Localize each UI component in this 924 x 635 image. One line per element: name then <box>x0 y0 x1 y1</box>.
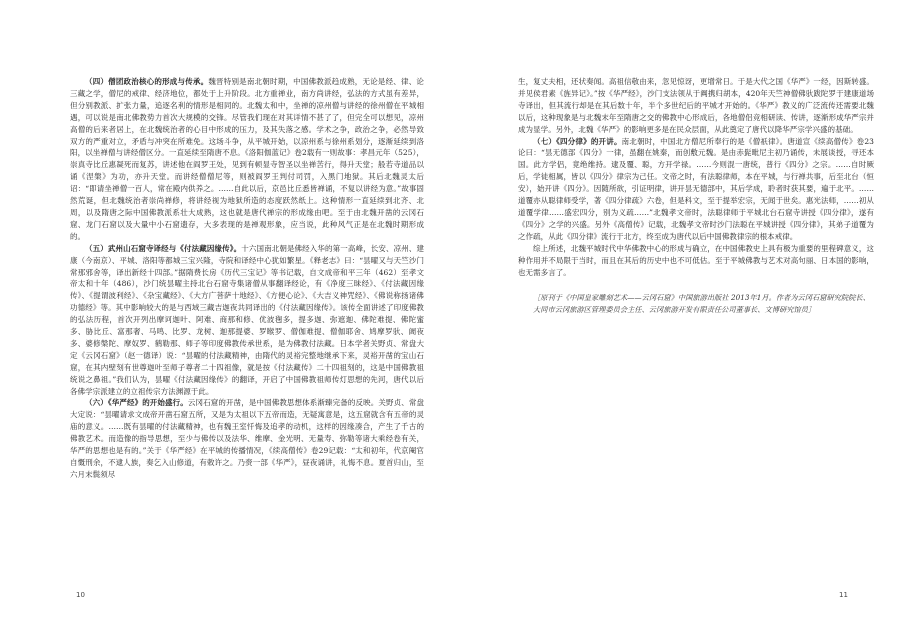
paragraph-body: 综上所述，北魏平城时代中华佛教中心的形成与确立，在中国佛教史上具有极为重要的里程碑意义，这种作用并不局限于当时，而且在其后的历史中也不可低估。至于平城佛教与艺术对高句丽、日本国的影响，也无需多言了。 <box>518 243 874 277</box>
paragraph-four-part-vinaya <box>518 136 874 243</box>
paragraph-body: 十六国南北朝是佛经入华的第一高峰，长安、凉州、建康（今南京）、平城、洛阳等都城三宝兴隆，寺院和译经中心犹如繁星。《释老志》曰：“昙曜又与天竺沙门常那邪舍等，译出新经十四部。”据隋费长房《历代三宝记》等书记载，自文成帝和平三年（462）至孝文帝太和十年（486），沙门统昙曜主持北台石窟寺集诸僧从事翻译经论，有《净度三昧经》、《付法藏因缘传》、《提谓波利经》、《杂宝藏经》、《大方广菩萨十地经》、《方便心论》、《大吉义神咒经》、《佛说称扬诸佛功德经》等。其中影响较大的是与西域三藏吉迦夜共同译出的《付法藏因缘传》。该传全面讲述了印度佛教的弘法历程，首次开列出摩诃迦叶、阿难、商那和修、优波毱多，提多迦、弥遮迦、佛陀难提、佛陀蜜多、胁比丘、富那奢、马鸣、比罗、龙树、迦那提婆、罗睺罗、僧伽难提、僧伽耶舍、鸠摩罗驮、阇夜多、婆修槃陀、摩奴罗、鹤勒那、师子等印度佛教传承世系，是为佛教付法藏。日本学者关野贞、常盘大定《云冈石窟》（赵一德译）说：“昙曜的付法藏精神，由隋代的灵裕完整地继承下来，灵裕开凿的宝山石窟，在其内壁刻有世尊迦叶至师子尊者二十四祖像，就是按《付法藏传》二十四祖刻的，这是中国佛教祖统说之鼻祖。”我们认为，昙曜《付法藏因缘传》的翻译，开启了中国佛教祖师传灯思想的先河，唐代以后各佛学宗派建立的立祖传宗方法渊源于此。 <box>70 243 424 396</box>
paragraph-continuation <box>518 76 874 136</box>
left-text-column <box>70 76 424 481</box>
section-heading: （四）僧团政治核心的形成与传承。 <box>85 77 209 86</box>
source-note: ［原刊于《中国皇家雕刻艺术——云冈石窟》中国旅游出版社 2013年1月。作者为云冈石窟研究院院长、大同市云冈旅游区管理委员会主任、云冈旅游开发有限责任公司董事长、文博研究馆员］ <box>533 293 870 314</box>
paragraph-monastic-politics <box>70 76 424 243</box>
paragraph-body: 生，复丈夫相，还状奏闻。高祖信敬由来，忽见惊讶，更增常日。于是大代之国《华严》一经，因斯转盛。并见侯君素《旌异记》。”按《华严经》，沙门支法领从于阗携归胡本，420年天竺神僧佛驮跋陀罗于建康道场寺译出，但其流行却是在其后数十年，半个多世纪后的平城才开始的。《华严》教义的广泛流传还需要北魏以后，这种现象是与北魏末年至隋唐之交的佛教中心形成后，各地僧侣竞相研读、传讲，逐渐形成华严宗并成为显学。另外，北魏《华严》的影响更多是在民众层面，从此奠定了唐代以降华严宗学兴盛的基础。 <box>518 77 874 134</box>
page-number-right: 11 <box>839 591 848 599</box>
paragraph-avatamsaka <box>70 397 424 480</box>
page-number-left: 10 <box>76 591 85 599</box>
section-heading: （六）《华严经》的开始盛行。 <box>85 398 188 408</box>
paragraph-body: 南北朝时，中国北方僧尼所奉行的是《僧祇律》。唐道宣《续高僧传》卷23论曰：“昙无德部《四分》一律，虽翻在姚秦，而创敷元魏。是由赤髭毗尼主初乃诵传，未展谈授，寻还本国。此方学侣，竟绝维持。逮及覆、聪，方开学禄。……今则混一唐统，普行《四分》之宗。……自时厥后，学徒相属，皆以《四分》律宗为己任。文帝之时，有法聪律师，本在平城，与行禅共事，后至北台（恒安），始开讲《四分》。因随所欲，引证明律，讲开昙无德部中，其后学成，聆者时获其要，遍于北平。……道覆亦从聪律师受学，著《四分律疏》六卷，但是科文，至于提举宏宗，无闻于世矣。惠光法师，……初从道覆学律……盛宏四分，别为义疏……”北魏孝文帝时，法聪律师于平城北台石窟寺讲授《四分律》，遂有《四分》之学的兴盛。另外《高僧传》记载，北魏孝文帝时沙门法聪在平城讲授《四分律》，其弟子道覆为之作疏，从此《四分律》流行于北方，终至成为唐代以后中国佛教律宗的根本戒律。 <box>518 136 874 241</box>
paragraph-translation <box>70 243 424 398</box>
right-text-column <box>518 76 874 315</box>
paragraph-body: 魏晋特别是南北朝时期，中国佛教派趋成熟，无论是经、律、论三藏之学，僧尼的戒律、经济地位，都处于上升阶段。北方重禅业，南方尚讲经，弘法的方式虽有差异，但分别教派、扩张力量，追逐名利的情形是相同的。北魏太和中，坐禅的凉州僧与讲经的徐州僧在平城相遇，可以说是南北佛教势力首次大规模的交锋。尽管我们现在对其详情不甚了了，但完全可以想见，凉州高僧的后来者居上，在北魏统治者的心目中形成的压力，及其失落之感。学术之争，政治之争，必然导致双方的严重对立，矛盾与冲突在所难免。这场斗争，从平城开始，以凉州系与徐州系划分，逐渐延续到洛阳，以坐禅僧与讲经僧区分。一直延续至隋唐不息。《洛阳伽蓝记》卷2载有一则故事：孝昌元年（525），崇真寺比丘惠凝死而复苏，讲述他在阎罗王处，见到有顿显寺智圣以坐禅苦行，得升天堂；般若寺道品以诵《涅槃》为功，亦升天堂。而讲经僧僧尼等，则被阎罗王判付司罚，入黑门地狱。其后北魏灵太后诏：“即请坐禅僧一百人，常在殿内供养之。……自此以后，京邑比丘悉皆禅诵，不复以讲经为意。”故事固然荒诞，但北魏统治者崇尚禅修，将讲经视为地狱所造的态度跃然纸上。这种情形一直延续到北齐、北周，以及隋唐之际中国佛教派系壮大成熟，这也就是唐代禅宗的形成缘由吧。至于由北魏开凿的云冈石窟、龙门石窟以及大量中小石窟遗存，大多表现的是禅观形象，应当说，此种风气正是在北魏时期形成的。 <box>70 77 424 241</box>
paragraph-conclusion <box>518 243 874 279</box>
section-heading: （五）武州山石窟寺译经与《付法藏因缘传》。 <box>85 243 242 253</box>
section-heading: （七）《四分律》的开讲。 <box>533 136 622 146</box>
right-page <box>462 0 924 635</box>
paragraph-body: 云冈石窟的开凿，是中国佛教思想体系渐臻完备的反映。关野贞、常盘大定说：“昙曜请求文成帝开凿石窟五所，又是为太祖以下五帝而造，无疑寓意是，这五窟就含有五帝的灵庙的意义。……既有昙曜的付法藏精神，也有魏王室忏悔及追孝的动机，这样的因缘凑合，产生了千古的佛教艺术。而造像的指导思想，至少与佛传以及法华、维摩、金光明、无量寿、弥勒等诸大乘经卷有关，华严的思想也是有的。”关于《华严经》在平城的传播情况，《续高僧传》卷29记载：“太和初年，代京阉官自慨刑余，不逮人族，奏乞入山修道，有敕许之。乃赍一部《华严》，昼夜诵讲，礼悔不息。夏首归山，至六月末鬓须尽 <box>70 398 424 479</box>
